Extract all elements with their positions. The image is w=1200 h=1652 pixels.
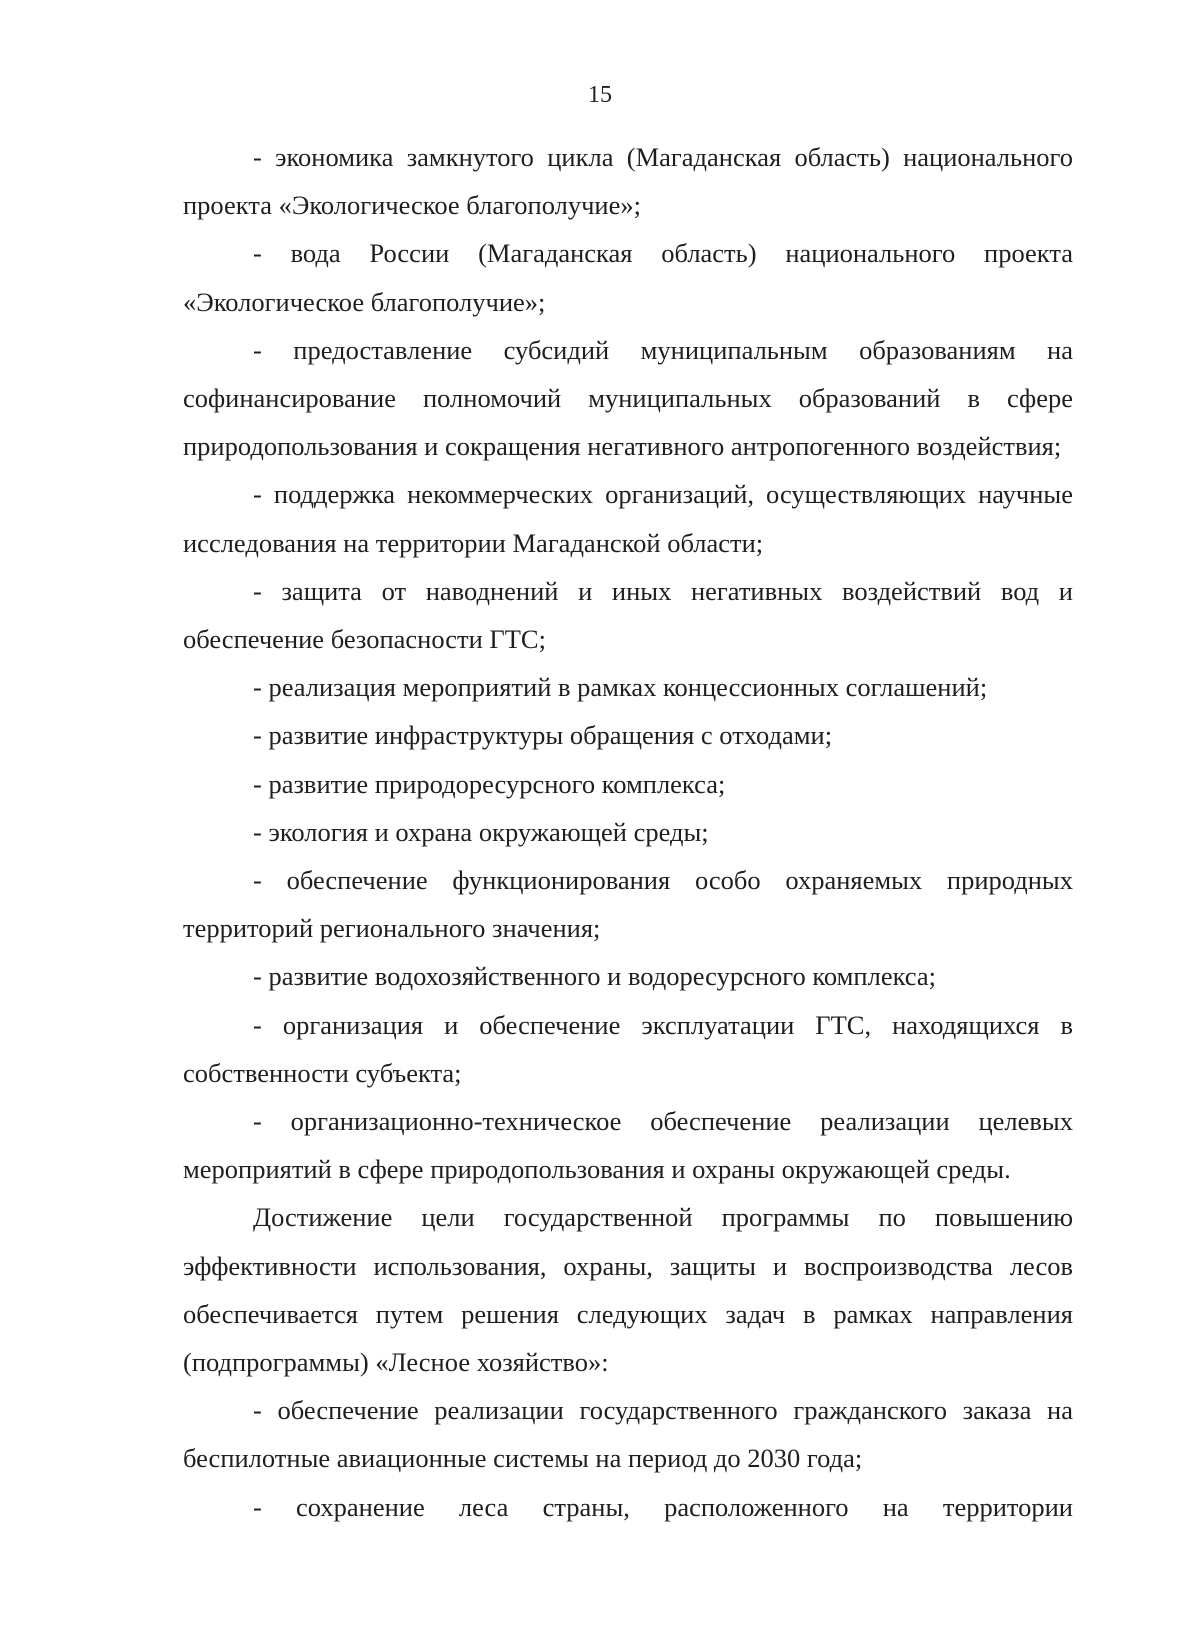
list-item: - экология и охрана окружающей среды; (253, 816, 709, 847)
list-item: - поддержка некоммерческих организаций, осуществляющих научные исследования на территории Магаданской области; (183, 479, 1073, 558)
list-item: - вода России (Магаданская область) национального проекта «Экологическое благополучие»; (183, 238, 1073, 317)
list-item: - обеспечение реализации государственного гражданского заказа на беспилотные авиационные системы на период до 2030 года; (183, 1395, 1073, 1474)
list-item: - организационно-техническое обеспечение реализации целевых мероприятий в сфере природопользования и охраны окружающей среды. (183, 1106, 1073, 1185)
document-body (183, 133, 1073, 1531)
list-item: - реализация мероприятий в рамках концессионных соглашений; (253, 672, 988, 703)
page-number: 15 (588, 82, 612, 108)
list-item: - защита от наводнений и иных негативных воздействий вод и обеспечение безопасности ГТС; (183, 575, 1073, 655)
list-item: - сохранение леса страны, расположенного на территории (253, 1491, 1073, 1522)
list-item: - развитие водохозяйственного и водоресурсного комплекса; (253, 961, 937, 992)
list-item: - организация и обеспечение эксплуатации ГТС, находящихся в собственности субъекта; (183, 1009, 1073, 1088)
body-paragraph: Достижение цели государственной программы по повышению эффективности использования, охраны, защиты и воспроизводства лесов обеспечивается путем решения следующих задач в рамках направления (подпрограммы) «Лесное хозяйство»: (183, 1202, 1073, 1378)
list-item: - предоставление субсидий муниципальным образованиям на софинансирование полномочий муниципальных образований в сфере природопользования и сокращения негативного антропогенного воздействия; (183, 334, 1073, 462)
list-item: - развитие природоресурсного комплекса; (253, 768, 726, 799)
list-item: - развитие инфраструктуры обращения с отходами; (253, 720, 833, 751)
list-item: - обеспечение функционирования особо охраняемых природных территорий регионального значения; (183, 865, 1073, 944)
list-item: - экономика замкнутого цикла (Магаданская область) национального проекта «Экологическое благополучие»; (183, 142, 1073, 221)
